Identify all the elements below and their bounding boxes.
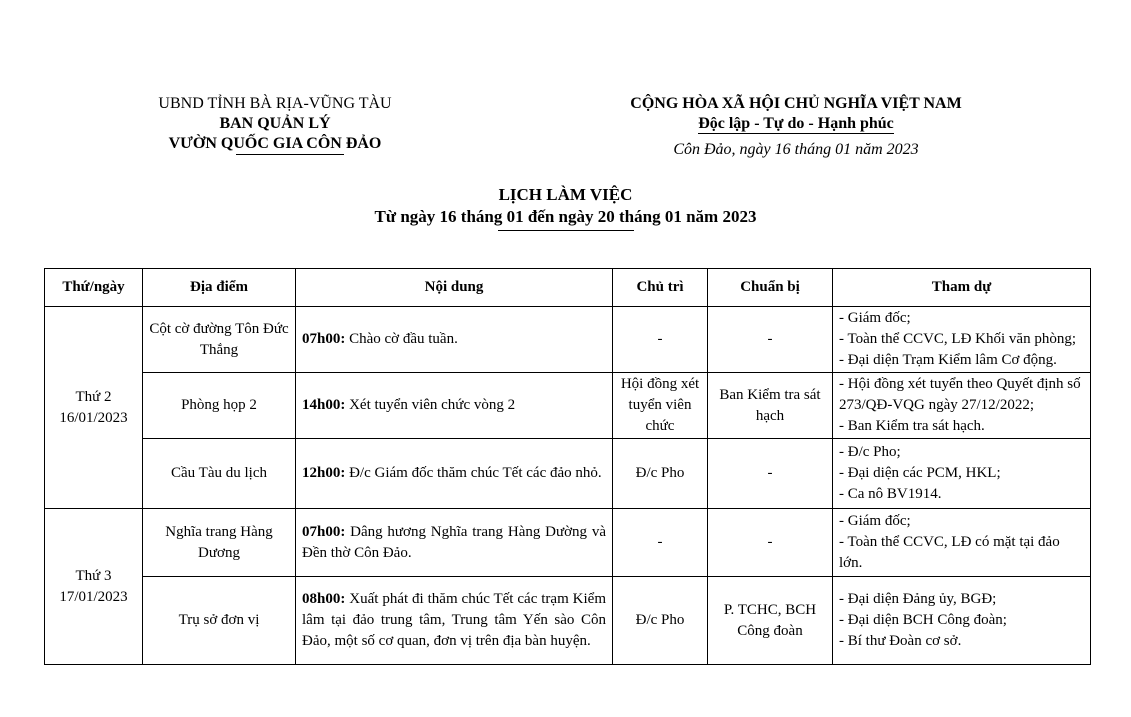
place-cell: Trụ sở đơn vị [143, 577, 296, 665]
col-header-day: Thứ/ngày [45, 269, 143, 307]
prep-cell: - [708, 307, 833, 373]
table-row [45, 439, 1091, 509]
event-description: Chào cờ đầu tuần. [345, 331, 458, 347]
place-cell: Nghĩa trang Hàng Dương [143, 509, 296, 577]
issuer-park: VƯỜN QUỐC GIA CÔN ĐẢO [168, 135, 382, 152]
table-header-row [45, 269, 1091, 307]
col-header-chair: Chủ trì [613, 269, 708, 307]
document-subtitle: Từ ngày 16 tháng 01 đến ngày 20 tháng 01 năm 2023 [374, 207, 757, 226]
prep-cell: - [708, 509, 833, 577]
table-row [45, 307, 1091, 373]
weekday: Thứ 3 [75, 567, 112, 584]
attendees-cell [833, 439, 1091, 509]
chair-cell: Hội đồng xét tuyển viên chức [613, 373, 708, 439]
place-cell: Cột cờ đường Tôn Đức Thắng [143, 307, 296, 373]
col-header-prep: Chuẩn bị [708, 269, 833, 307]
day-cell [45, 509, 143, 665]
place-cell: Cầu Tàu du lịch [143, 439, 296, 509]
issuer-board: BAN QUẢN LÝ [219, 115, 331, 132]
attendee-line: - Giám đốc; [839, 513, 911, 529]
place-cell: Phòng họp 2 [143, 373, 296, 439]
day-cell [45, 307, 143, 509]
attendee-line: - Ca nô BV1914. [839, 486, 942, 502]
national-motto: Độc lập - Tự do - Hạnh phúc [698, 115, 894, 132]
document-title-block [0, 184, 1131, 231]
schedule-table [44, 268, 1091, 665]
attendee-line: - Toàn thể CCVC, LĐ có mặt tại đảo lớn. [839, 534, 1060, 571]
attendees-cell [833, 577, 1091, 665]
national-header [590, 94, 1002, 160]
event-time: 14h00: [302, 397, 346, 413]
table-row [45, 577, 1091, 665]
attendees-cell [833, 307, 1091, 373]
event-time: 08h00: [302, 591, 346, 607]
table-row [45, 509, 1091, 577]
attendee-line: - Toàn thể CCVC, LĐ Khối văn phòng; [839, 331, 1076, 347]
content-cell [296, 439, 613, 509]
content-cell [296, 509, 613, 577]
day-date: 17/01/2023 [59, 588, 128, 605]
national-title: CỘNG HÒA XÃ HỘI CHỦ NGHĨA VIỆT NAM [630, 95, 962, 112]
event-time: 07h00: [302, 523, 346, 540]
attendee-line: - Ban Kiểm tra sát hạch. [839, 418, 985, 434]
col-header-attendees: Tham dự [833, 269, 1091, 307]
col-header-place: Địa điểm [143, 269, 296, 307]
event-description: Xét tuyển viên chức vòng 2 [345, 397, 516, 413]
chair-cell: - [613, 307, 708, 373]
attendee-line: - Hội đồng xét tuyển theo Quyết định số 273/QĐ-VQG ngày 27/12/2022; [839, 376, 1081, 413]
prep-cell: - [708, 439, 833, 509]
event-description: Xuất phát đi thăm chúc Tết các trạm Kiểm lâm tại đảo trung tâm, Trung tâm Yến sào Côn Đảo, một số cơ quan, đơn vị trên địa bàn huyện. [302, 591, 606, 649]
title-underline [498, 230, 634, 231]
event-description: Đ/c Giám đốc thăm chúc Tết các đảo nhỏ. [345, 465, 602, 481]
attendees-cell [833, 509, 1091, 577]
attendee-line: - Đại diện BCH Công đoàn; [839, 612, 1007, 628]
document-title: LỊCH LÀM VIỆC [498, 185, 633, 204]
chair-cell: Đ/c Pho [613, 439, 708, 509]
document-date: Côn Đảo, ngày 16 tháng 01 năm 2023 [673, 141, 919, 158]
content-cell [296, 307, 613, 373]
content-cell [296, 577, 613, 665]
day-date: 16/01/2023 [59, 409, 128, 426]
prep-cell: P. TCHC, BCH Công đoàn [708, 577, 833, 665]
event-description: Dâng hương Nghĩa trang Hàng Dường và Đền thờ Côn Đảo. [302, 523, 606, 561]
table-row [45, 373, 1091, 439]
attendee-line: - Giám đốc; [839, 310, 911, 326]
col-header-content: Nội dung [296, 269, 613, 307]
event-time: 07h00: [302, 331, 346, 347]
attendees-cell [833, 373, 1091, 439]
attendee-line: - Bí thư Đoàn cơ sở. [839, 633, 962, 649]
attendee-line: - Đại diện các PCM, HKL; [839, 465, 1001, 481]
weekday: Thứ 2 [75, 388, 112, 405]
attendee-line: - Đại diện Đảng ủy, BGĐ; [839, 591, 997, 607]
issuer-block [95, 94, 455, 155]
event-time: 12h00: [302, 465, 346, 481]
content-cell [296, 373, 613, 439]
chair-cell: - [613, 509, 708, 577]
issuer-province: UBND TỈNH BÀ RỊA-VŨNG TÀU [158, 95, 392, 112]
prep-cell: Ban Kiểm tra sát hạch [708, 373, 833, 439]
attendee-line: - Đại diện Trạm Kiểm lâm Cơ động. [839, 352, 1057, 368]
attendee-line: - Đ/c Pho; [839, 444, 901, 460]
issuer-underline [236, 154, 344, 155]
chair-cell: Đ/c Pho [613, 577, 708, 665]
